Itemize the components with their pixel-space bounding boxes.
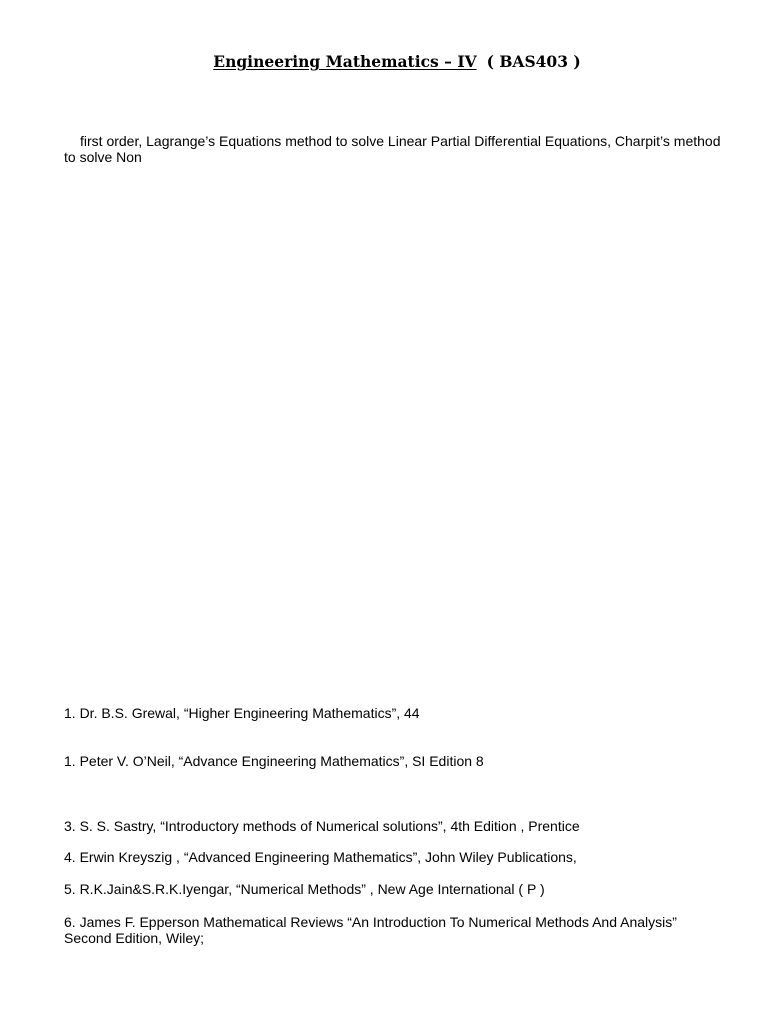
intro-paragraph <box>64 133 724 165</box>
page-title <box>0 51 768 73</box>
intro-text: first order, Lagrange’s Equations method to solve Linear Partial Differential Equations, Charpit’s method to solve Non <box>64 133 721 165</box>
reference-item: 4. Erwin Kreyszig , “Advanced Engineering Mathematics”, John Wiley Publications, <box>64 849 577 865</box>
reference-item: 3. S. S. Sastry, “Introductory methods of Numerical solutions”, 4th Edition , Prentice <box>64 818 580 834</box>
reference-item: 1. Dr. B.S. Grewal, “Higher Engineering Mathematics”, 44 <box>64 705 420 721</box>
reference-item: 1. Peter V. O’Neil, “Advance Engineering Mathematics”, SI Edition 8 <box>64 753 484 769</box>
reference-item: 6. James F. Epperson Mathematical Reviews “An Introduction To Numerical Methods And Analysis” Second Edition, Wiley; <box>64 914 677 946</box>
course-title: Engineering Mathematics – IV <box>213 52 477 71</box>
course-code: ( BAS403 ) <box>486 52 581 71</box>
reference-item: 5. R.K.Jain&S.R.K.Iyengar, “Numerical Methods” , New Age International ( P ) <box>64 881 545 897</box>
